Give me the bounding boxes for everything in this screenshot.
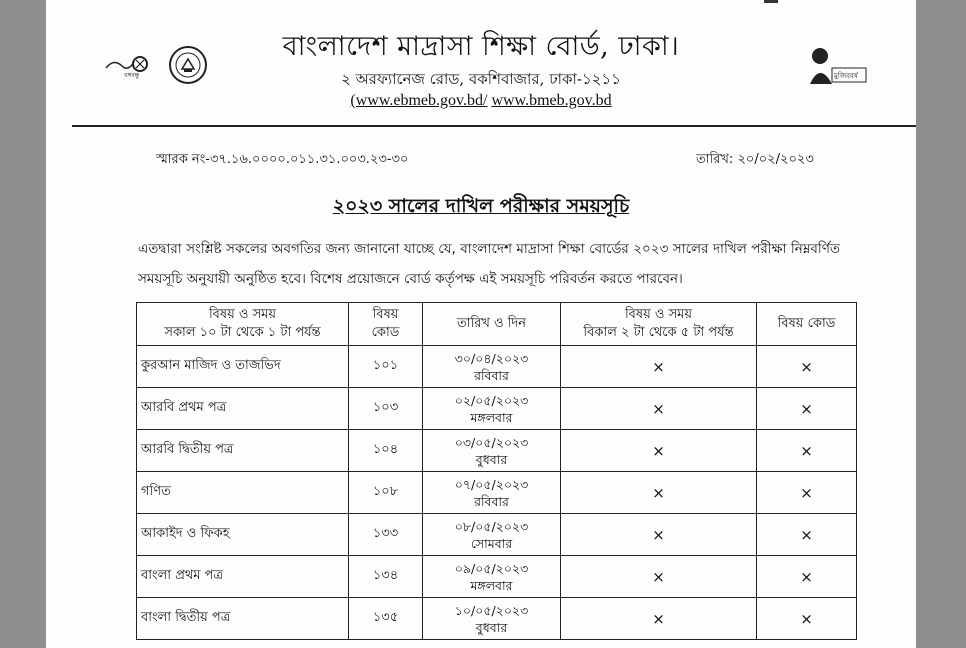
afternoon-subject-cell: × — [561, 388, 757, 430]
date-text: ০৭/০৫/২০২৩ — [454, 476, 529, 492]
table-row — [137, 598, 857, 640]
afternoon-subject-cell: × — [561, 514, 757, 556]
subject-cell: বাংলা দ্বিতীয় পত্র — [137, 598, 349, 640]
afternoon-code-cell: × — [757, 556, 857, 598]
afternoon-subject-cell: × — [561, 346, 757, 388]
code-cell: ১৩৪ — [349, 556, 423, 598]
website-links — [46, 92, 916, 110]
date-text: ০২/০৫/২০২৩ — [454, 392, 529, 408]
date-text: ০৯/০৫/২০২৩ — [454, 560, 529, 576]
memo-reference: স্মারক নং-৩৭.১৬.০০০০.০১১.৩১.০০৩.২৩-৩০ — [156, 152, 409, 167]
day-text: বুধবার — [475, 619, 508, 635]
header-morning-line1: বিষয় ও সময় — [208, 307, 277, 322]
header-afternoon-code: বিষয় কোড — [757, 303, 857, 346]
date-day-cell — [423, 598, 561, 640]
date-day-cell — [423, 346, 561, 388]
date-text: ৩০/০৪/২০২৩ — [454, 350, 529, 366]
code-cell: ১০৩ — [349, 388, 423, 430]
afternoon-code-cell: × — [757, 514, 857, 556]
table-row — [137, 556, 857, 598]
afternoon-subject-cell: × — [561, 556, 757, 598]
day-text: বুধবার — [475, 451, 508, 467]
date-day-cell — [423, 430, 561, 472]
subject-cell: আকাইদ ও ফিকহ — [137, 514, 349, 556]
subject-cell: আরবি দ্বিতীয় পত্র — [137, 430, 349, 472]
table-row — [137, 388, 857, 430]
board-address: ২ অরফ্যানেজ রোড, বকশিবাজার, ঢাকা-১২১১ — [341, 70, 621, 88]
afternoon-code-cell: × — [757, 430, 857, 472]
afternoon-subject-cell: × — [561, 598, 757, 640]
afternoon-code-cell: × — [757, 598, 857, 640]
day-text: মঙ্গলবার — [470, 409, 513, 425]
header-morning-line2: সকাল ১০ টা থেকে ১ টা পর্যন্ত — [164, 325, 321, 340]
date-day-cell — [423, 556, 561, 598]
day-text: সোমবার — [470, 535, 513, 551]
header-date-day: তারিখ ও দিন — [423, 303, 561, 346]
header-code-line2: কোড — [371, 325, 400, 340]
afternoon-code-cell: × — [757, 472, 857, 514]
website-link-bmeb[interactable]: www.bmeb.gov.bd — [491, 92, 612, 109]
mujib-caption: মুজিববর্ষ — [834, 72, 858, 80]
subject-cell: গণিত — [137, 472, 349, 514]
notice-body: এতদ্বারা সংশ্লিষ্ট সকলের অবগতির জন্য জানানো যাচ্ছে যে, বাংলাদেশ মাদ্রাসা শিক্ষা বোর্ডের ২০২৩ সালের দাখিল পরীক্ষা নিম্নবর্ণিত সময়সূচি অনুযায়ী অনুষ্ঠিত হবে। বিশেষ প্রয়োজনে বোর্ড কর্তৃপক্ষ এই সময়সূচি পরিবর্তন করতে পারবেন। — [138, 241, 840, 287]
scan-mark — [764, 0, 778, 3]
header-morning-subject — [137, 303, 349, 346]
code-cell: ১৩৩ — [349, 514, 423, 556]
code-cell: ১০৮ — [349, 472, 423, 514]
afternoon-subject-cell: × — [561, 472, 757, 514]
header-afternoon-subject — [561, 303, 757, 346]
notice-title — [46, 192, 916, 224]
header-subject-code — [349, 303, 423, 346]
date-day-cell — [423, 388, 561, 430]
document-page — [46, 0, 916, 648]
afternoon-code-cell: × — [757, 388, 857, 430]
subject-cell: কুরআন মাজিদ ও তাজভিদ — [137, 346, 349, 388]
website-link-ebmeb[interactable]: (www.ebmeb.gov.bd/ — [350, 92, 488, 109]
header-afternoon-line2: বিকাল ২ টা থেকে ৫ টা পর্যন্ত — [583, 325, 734, 340]
date-day-cell — [423, 472, 561, 514]
afternoon-subject-cell: × — [561, 430, 757, 472]
code-cell: ১৩৫ — [349, 598, 423, 640]
header-code-line1: বিষয় — [372, 307, 399, 322]
subject-cell: আরবি প্রথম পত্র — [137, 388, 349, 430]
table-row — [137, 430, 857, 472]
memo-date: তারিখ: ২০/০২/২০২৩ — [696, 152, 814, 167]
date-text: ১০/০৫/২০২৩ — [454, 602, 529, 618]
header-divider — [72, 125, 916, 127]
day-text: রবিবার — [474, 493, 509, 509]
header-afternoon-line1: বিষয় ও সময় — [624, 307, 693, 322]
date-text: ০৩/০৫/২০২৩ — [454, 434, 529, 450]
date-day-cell — [423, 514, 561, 556]
afternoon-code-cell: × — [757, 346, 857, 388]
table-row — [137, 514, 857, 556]
day-text: রবিবার — [474, 367, 509, 383]
table-row — [137, 472, 857, 514]
table-header-row — [137, 303, 857, 346]
subject-cell: বাংলা প্রথম পত্র — [137, 556, 349, 598]
board-name: বাংলাদেশ মাদ্রাসা শিক্ষা বোর্ড, ঢাকা। — [282, 31, 680, 62]
table-row — [137, 346, 857, 388]
code-cell: ১০৪ — [349, 430, 423, 472]
emblem-caption: বঙ্গবন্ধু — [124, 72, 140, 79]
exam-schedule-table — [136, 302, 857, 640]
code-cell: ১০১ — [349, 346, 423, 388]
notice-title-text: ২০২৩ সালের দাখিল পরীক্ষার সময়সূচি — [332, 195, 630, 217]
day-text: মঙ্গলবার — [470, 577, 513, 593]
date-text: ০৮/০৫/২০২৩ — [454, 518, 529, 534]
